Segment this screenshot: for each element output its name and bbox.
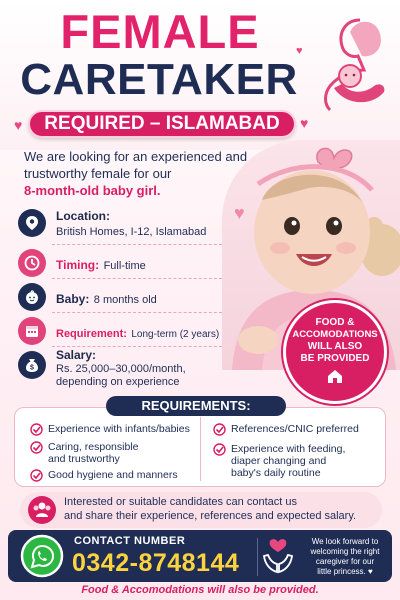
requirement-text: diaper changing and — [231, 455, 327, 467]
badge-line: BE PROVIDED — [300, 353, 370, 364]
check-icon — [30, 469, 43, 482]
detail-salary — [12, 348, 226, 394]
detail-timing — [12, 246, 226, 282]
contact-note-line: Interested or suitable candidates can contact us — [64, 496, 297, 508]
badge-line: ACCOMODATIONS — [292, 329, 378, 340]
heart-icon: ♥ — [300, 115, 309, 131]
timing-value: Full-time — [103, 260, 146, 272]
closing-message — [300, 537, 390, 577]
salary-value: Rs. 25,000–30,000/month, — [56, 363, 186, 375]
baby-value: 8 months old — [93, 294, 157, 306]
timing-label: Timing: — [56, 258, 100, 272]
house-icon — [326, 368, 344, 384]
requirement-item — [213, 423, 383, 435]
whatsapp-icon[interactable] — [20, 534, 64, 578]
salary-note: depending on experience — [56, 376, 180, 388]
contact-label: CONTACT NUMBER — [74, 535, 186, 547]
bar-divider — [257, 538, 258, 576]
check-icon — [213, 443, 226, 456]
divider — [52, 244, 222, 245]
requirement-text: and trustworthy — [48, 453, 120, 465]
contact-note — [20, 492, 382, 528]
closing-line: welcoming the right — [310, 547, 380, 556]
intro-line: trustworthy female for our — [24, 166, 172, 181]
requirement-label: Requirement: — [56, 328, 127, 340]
contact-note-line: and share their experience, references and expected salary. — [64, 510, 357, 522]
requirement-item — [30, 441, 200, 465]
location-ribbon: REQUIRED – ISLAMABAD — [28, 110, 296, 138]
people-icon — [28, 496, 56, 524]
requirement-text: baby's daily routine — [231, 467, 321, 479]
caring-hands-icon — [262, 536, 294, 576]
badge-line: WILL ALSO — [307, 341, 363, 352]
divider — [52, 346, 222, 347]
check-icon — [30, 441, 43, 454]
requirement-text: Caring, responsible — [48, 441, 139, 453]
location-label: Location: — [56, 209, 110, 223]
baby-label: Baby: — [56, 292, 90, 306]
check-icon — [213, 423, 226, 436]
title-female: FEMALE — [60, 5, 260, 58]
location-value: British Homes, I-12, Islamabad — [56, 226, 207, 238]
intro-highlight: 8-month-old baby girl. — [24, 183, 161, 198]
requirement-text: Experience with infants/babies — [48, 423, 190, 435]
divider — [52, 312, 222, 313]
detail-location — [12, 206, 226, 246]
clock-icon — [18, 249, 46, 277]
requirement-text: References/CNIC preferred — [231, 423, 359, 435]
requirement-value: Long-term (2 years) — [131, 329, 220, 340]
salary-label: Salary: — [56, 348, 97, 362]
phone-number[interactable]: 0342-8748144 — [72, 549, 240, 577]
baby-face-icon — [18, 283, 46, 311]
badge-line: FOOD & — [315, 317, 355, 328]
calendar-icon — [18, 317, 46, 345]
details-card — [12, 200, 226, 396]
requirement-text: Good hygiene and manners — [48, 469, 178, 481]
divider — [52, 278, 222, 279]
location-pin-icon — [18, 209, 46, 237]
intro-text — [24, 148, 254, 199]
requirement-item — [213, 443, 383, 479]
closing-line: We look forward to — [311, 537, 379, 546]
requirement-item — [30, 423, 200, 435]
requirements-heading: REQUIREMENTS: — [106, 396, 286, 416]
closing-line: caregiver for our — [315, 557, 375, 566]
requirement-text: Experience with feeding, — [231, 443, 346, 455]
footer-note: Food & Accomodations will also be provided. — [81, 584, 319, 596]
closing-line: little princess. ♥ — [317, 567, 373, 576]
intro-line: We are looking for an experienced and — [24, 149, 248, 164]
heart-icon: ♥ — [234, 203, 245, 223]
heart-icon: ♥ — [296, 45, 303, 57]
mother-baby-logo — [310, 12, 392, 112]
contact-note-text — [64, 495, 374, 523]
food-accommodation-badge — [283, 300, 387, 404]
heart-icon: ♥ — [14, 117, 23, 133]
check-icon — [30, 423, 43, 436]
svg-text:$: $ — [30, 364, 34, 372]
money-bag-icon — [18, 351, 46, 379]
title-caretaker: CARETAKER — [20, 55, 298, 104]
requirements-divider — [200, 417, 201, 481]
requirement-item — [30, 469, 200, 481]
detail-baby — [12, 280, 226, 316]
detail-requirement — [12, 314, 226, 350]
